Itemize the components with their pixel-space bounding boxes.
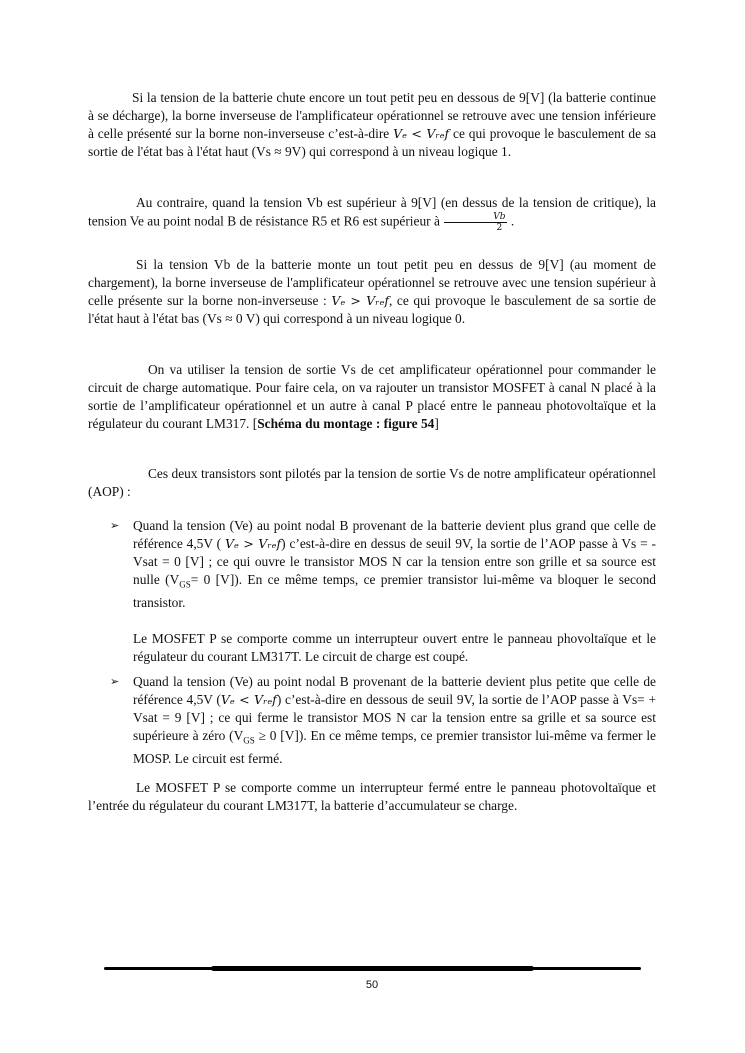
- fraction-vb-over-2: [444, 212, 506, 233]
- paragraph-4: [88, 361, 656, 433]
- paragraph-5-text: Ces deux transistors sont pilotés par la tension de sortie Vs de notre amplificateur opérationnel (AOP) :: [88, 466, 656, 499]
- arrow-bullet-icon: ➢: [110, 675, 120, 688]
- paragraph-2-text-a: Au contraire, quand la tension Vb est supérieur à 9[V] (en dessus de la tension de critique), la tension Ve au point nodal B de résistance R5 et R6 est supérieur à: [88, 195, 656, 229]
- inequality-ve-greater-vref: Vₑ > Vᵣₑf: [224, 536, 282, 551]
- bullet-1-text-a: Quand la tension (Ve) au point nodal B provenant de la batterie devient plus grand que celle de référence 4,5V (: [133, 518, 656, 551]
- bullet-item-2: [110, 673, 656, 768]
- bullet-2-text-b: ) c’est-à-dire en dessous de seuil 9V, la sortie de l’AOP passe à Vs= + Vsat = 9 [V] ; ce qui ferme le transistor MOS N car la tension entre sa grille et sa source est supérieure à zéro (V: [133, 692, 656, 743]
- bullet-2-text-a: Quand la tension (Ve) au point nodal B provenant de la batterie devient plus petite que celle de référence 4,5V (: [133, 674, 656, 707]
- subscript-gs: GS: [179, 579, 191, 590]
- inequality-ve-less-vref: Vₑ < Vᵣₑf: [393, 126, 450, 141]
- bullet-1-text-b: ) c’est-à-dire en dessus de seuil 9V, la sortie de l’AOP passe à Vs = - Vsat = 0 [V] ; ce qui ouvre le transistor MOS N car la tension entre son grille et sa source est nulle (V: [133, 536, 656, 587]
- fraction-numerator: Vb: [444, 212, 506, 223]
- page-number: 50: [365, 979, 379, 991]
- paragraph-4-text-a: On va utiliser la tension de sortie Vs de cet amplificateur opérationnel pour commander le circuit de charge automatique. Pour faire cela, on va rajouter un transistor MOSFET à canal N placé à la sortie de l’amplificateur opérationnel et un autre à canal P placé entre le panneau photovoltaïque et la régulateur du courant LM317. [: [88, 362, 656, 431]
- bullet-1-text-c: = 0 [V]). En ce même temps, ce premier transistor lui-même va bloquer le second transistor.: [133, 572, 656, 610]
- paragraph-6-text: Le MOSFET P se comporte comme un interrupteur fermé entre le panneau photovoltaïque et l’entrée du régulateur du courant LM317T, la batterie d’accumulateur se charge.: [88, 780, 656, 813]
- bullet-1-note: Le MOSFET P se comporte comme un interrupteur ouvert entre le panneau phovoltaïque et le régulateur du courant LM317T. Le circuit de charge est coupé.: [133, 630, 656, 664]
- inequality-ve-less-vref: Vₑ < Vᵣₑf: [220, 692, 277, 707]
- footer-divider: [104, 967, 641, 970]
- paragraph-1: [88, 89, 656, 161]
- paragraph-1-text-b: ce qui provoque le basculement de sa sortie de l'état bas à l'état haut (Vs ≈ 9V) qui correspond à un niveau logique 1.: [88, 126, 657, 159]
- figure-reference: Schéma du montage : figure 54: [257, 416, 435, 431]
- bullet-item-1: [110, 517, 656, 666]
- subscript-gs: GS: [243, 735, 255, 746]
- paragraph-4-text-b: ]: [434, 416, 439, 431]
- paragraph-6: [88, 779, 656, 815]
- paragraph-3: [88, 256, 656, 328]
- paragraph-1-text-a: Si la tension de la batterie chute encore un tout petit peu en dessous de 9[V] (la batterie continue à se décharge), la borne inverseuse de l'amplificateur opérationnel se retrouve avec une tension inférieure à celle présenté sur la borne non-inverseuse c’est-à-dire: [88, 90, 656, 141]
- fraction-denominator: 2: [496, 223, 503, 233]
- inequality-ve-greater-vref: Vₑ > Vᵣₑf: [331, 293, 389, 308]
- paragraph-2: [88, 194, 656, 233]
- paragraph-3-text-a: Si la tension Vb de la batterie monte un tout petit peu en dessus de 9[V] (au moment de chargement), la borne inverseuse de l'amplificateur opérationnel se retrouve avec une tension supérieur à celle présente sur la borne non-inverseuse :: [88, 257, 656, 308]
- paragraph-2-text-b: .: [507, 213, 515, 229]
- bullet-2-text-c: ≥ 0 [V]). En ce même temps, ce premier transistor lui-même va fermer le MOSP. Le circuit est fermé.: [133, 728, 656, 766]
- paragraph-3-text-b: , ce qui provoque le basculement de sa sortie de l'état haut à l'état bas (Vs ≈ 0 V) qui correspond à un niveau logique 0.: [88, 293, 657, 326]
- arrow-bullet-icon: ➢: [110, 519, 120, 532]
- paragraph-5: [88, 465, 656, 501]
